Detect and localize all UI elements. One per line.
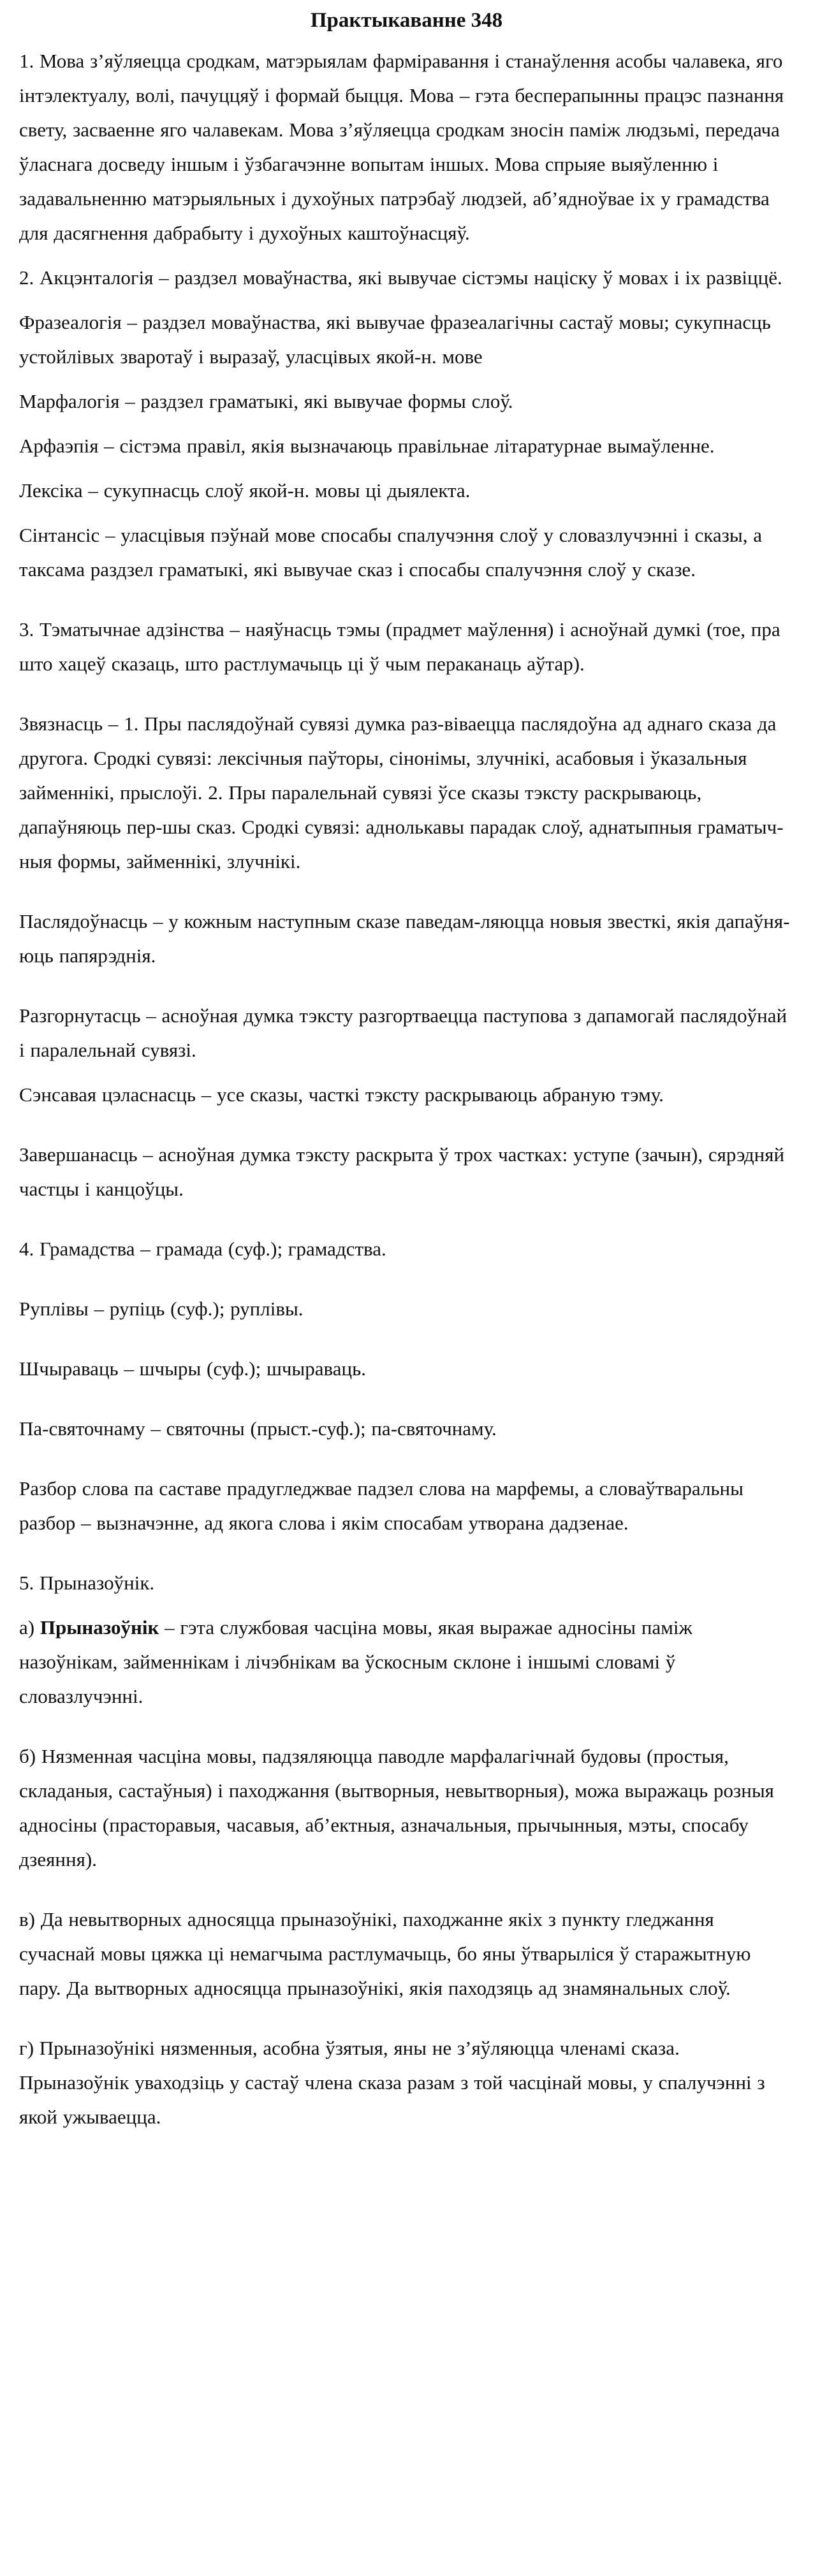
answer-2-lexicon: Лексіка – сукупнасць слоў якой-н. мовы ці дыялекта. (19, 479, 471, 502)
answer-5-d: г) Прыназоўнікі нязменныя, асобна ўзятыя, яны не з’яўляюцца членамі сказа. Прыназоўнік уваходзіць у састаў члена сказа разам з той часцінай мовы, у спалучэнні з якой ужываецца. (19, 2037, 765, 2128)
answer-2-accentology: 2. Акцэнталогія – раздзел моваўнаства, які вывучае сістэмы націску ў мовах і іх развіццё. (19, 266, 782, 289)
answer-4-word-3: Шчыраваць – шчыры (суф.); шчыраваць. (19, 1357, 366, 1380)
answer-2-orthoepy: Арфаэпія – сістэма правіл, якія вызначаюць правільнае літаратурнае вымаўленне. (19, 435, 715, 457)
answer-2-morphology: Марфалогія – раздзел граматыкі, які вывучае формы слоў. (19, 390, 513, 412)
answer-5-a-text: – гэта службовая часціна мовы, якая выражае адносіны паміж назоўнікам, займеннікам і лічэбнікам ва ўскосным склоне і іншымі словамі ў словазлучэнні. (19, 1616, 692, 1707)
answer-5-c: в) Да невытворных адносяцца прыназоўнікі, паходжанне якіх з пункту гледжання сучаснай мовы цяжка ці немагчыма растлумачыць, бо яны ўтварыліся ў старажытную пару. Да вытворных адносяцца прыназоўнікі, якія паходзяць ад знамянальных слоў. (19, 1908, 751, 1999)
answer-4-word-2: Руплівы – рупіць (суф.); руплівы. (19, 1298, 304, 1320)
answer-5-heading: 5. Прыназоўнік. (19, 1572, 155, 1594)
answer-3-coherence: Звязнасць – 1. Пры паслядоўнай сувязі думка раз-віваецца паслядоўна ад аднаго сказа да другога. Сродкі сувязі: лексічныя паўторы, сінонімы, злучнікі, асабовыя і ўказальныя займеннікі, прыслоўі. 2. Пры паралельнай сувязі ўсе сказы тэксту раскрываюць, дапаўняюць пер-шы сказ. Сродкі сувязі: аднолькавы парадак слоў, аднатыпныя граматыч-ныя формы, займеннікі, злучнікі. (19, 713, 784, 872)
answer-4-word-4: Па-святочнаму – святочны (прыст.-суф.); па-святочнаму. (19, 1417, 497, 1440)
answer-3-integrity: Сэнсавая цэласнасць – усе сказы, часткі тэксту раскрываюць абраную тэму. (19, 1083, 664, 1106)
answer-3-development: Разгорнутасць – асноўная думка тэксту разгортваецца паступова з дапамогай паслядоўнай і паралельнай сувязі. (19, 1004, 787, 1061)
answer-5-b: б) Нязменная часціна мовы, падзяляюцца паводле марфалагічнай будовы (простыя, складаныя, састаўныя) і паходжання (вытворныя, невытворныя), можа выражаць розныя адносіны (прасторавыя, часавыя, аб’ектныя, азначальныя, прычынныя, мэты, спосабу дзеяння). (19, 1745, 774, 1870)
answer-3-thematic-unity: 3. Тэматычнае адзінства – наяўнасць тэмы (прадмет маўлення) і асноўнай думкі (тое, пра што хацеў сказаць, што растлумачыць ці ў чым пераканаць аўтар). (19, 618, 780, 675)
answer-2-phraseology: Фразеалогія – раздзел моваўнаства, які вывучае фразеалагічны састаў мовы; сукупнасць устойлівых зваротаў і выразаў, уласцівых якой-н. мове (19, 311, 771, 368)
answer-1-paragraph: 1. Мова з’яўляецца сродкам, матэрыялам фарміравання і станаўлення асобы чалавека, яго інтэлектуалу, волі, пачуццяў і формай быцця. Мова – гэта бесперапынны працэс пазнання свету, засваенне яго чалавекам. Мова з’яўляецца сродкам зносін паміж людзьмі, передача ўласнага досведу іншым і ўзбагачэнне вопытам іншых. Мова спрыяе выяўленню і задавальненню матэрыяльных і духоўных патрэбаў людзей, аб’ядноўвае іх у грамадства для дасягнення дабрабыту і духоўных каштоўнасцяў. (19, 50, 784, 244)
answer-3-completeness: Завершанасць – асноўная думка тэксту раскрыта ў трох частках: уступе (зачын), сярэдняй частцы і канцоўцы. (19, 1143, 785, 1200)
answer-2-syntax: Сінтансіс – уласцівыя пэўнай мове спосабы спалучэння слоў у словазлучэнні і сказы, а таксама раздзел граматыкі, які вывучае сказ і спосабы спалучэння слоў у сказе. (19, 524, 762, 581)
answer-5-a (19, 1610, 794, 1714)
document-page (19, 0, 794, 2145)
page-title: Практыкаванне 348 (310, 9, 503, 32)
answer-4-analysis-note: Разбор слова па саставе прадугледжвае падзел слова на марфемы, а словаўтваральны разбор – вызначэнне, ад якога слова і якім спосабам утворана дадзенае. (19, 1477, 743, 1534)
answer-3-sequence: Паслядоўнасць – у кожным наступным сказе паведам-ляюцца новыя звесткі, якія дапаўня-юць папярэднія. (19, 910, 790, 967)
answer-5-a-term: Прыназоўнік (40, 1616, 159, 1639)
answer-5-a-prefix: а) (19, 1616, 40, 1639)
answer-4-word-1: 4. Грамадства – грамада (суф.); грамадства. (19, 1238, 386, 1260)
